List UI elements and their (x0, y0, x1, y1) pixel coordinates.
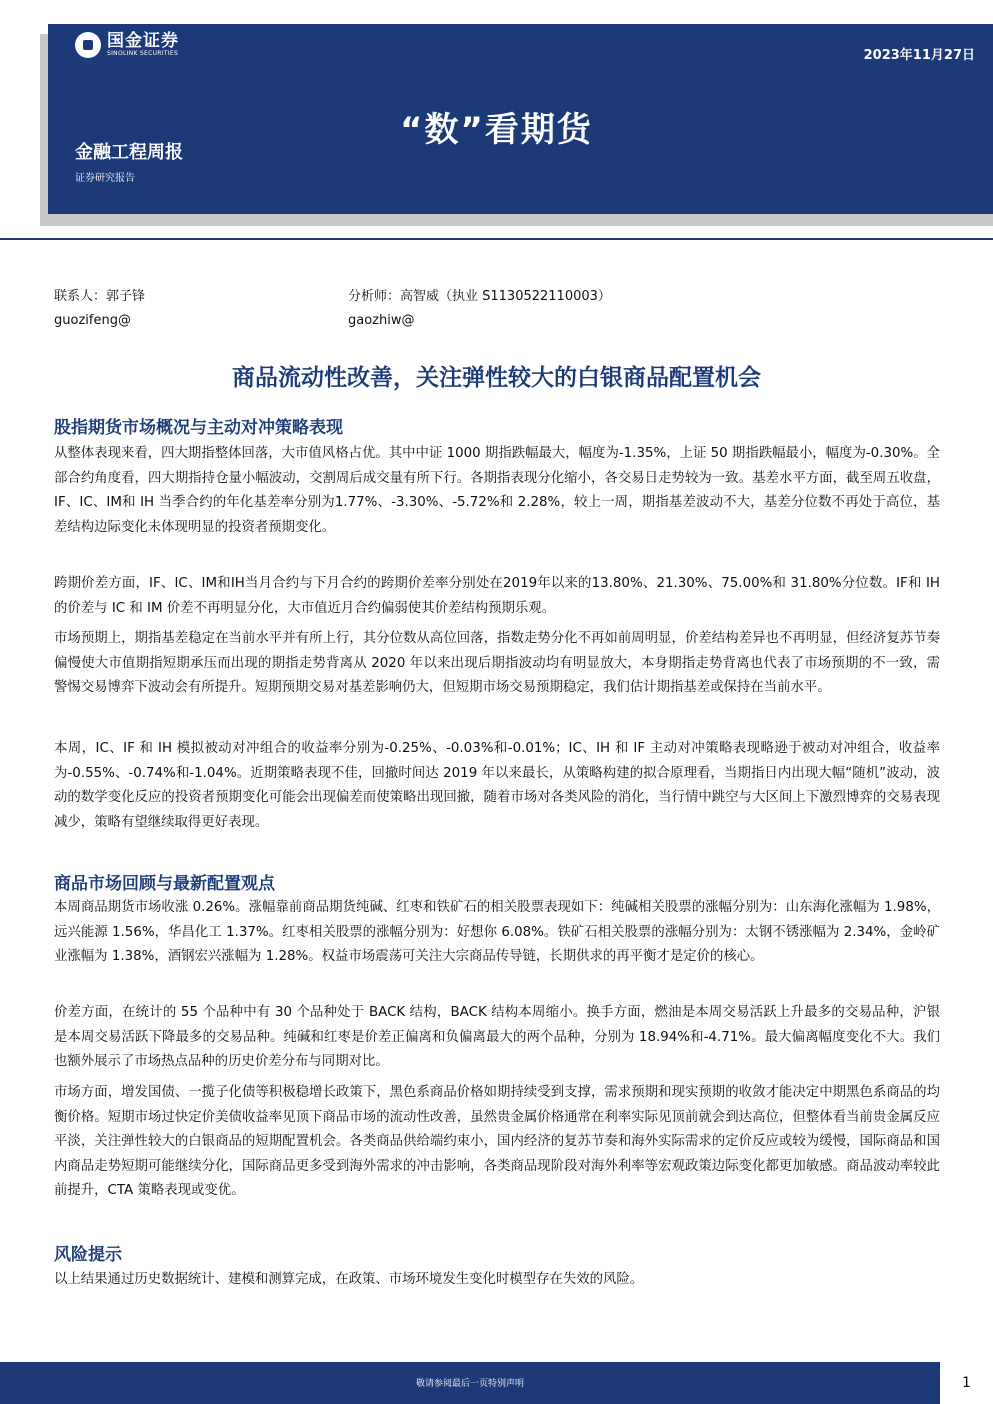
logo-name-en: SINOLINK SECURITIES (107, 50, 179, 57)
company-logo (75, 32, 179, 58)
paragraph: 跨期价差方面，IF、IC、IM和IH当月合约与下月合约的跨期价差率分别处在2019年以来的13.80%、21.30%、75.00%和 31.80%分位数。IF和 IH 的价差与 IC 和 IM 价差不再明显分化，大市值近月合约偏弱使其价差结构预期乐观。 (54, 576, 940, 616)
paragraph: 从整体表现来看，四大期指整体回落，大市值风格占优。其中中证 1000 期指跌幅最大，幅度为-1.35%，上证 50 期指跌幅最小，幅度为-0.30%。全部合约角度看，四大期指持仓量小幅波动，交割周后成交量有所下行。各期指表现分化缩小，各交易日走势较为一致。基差水平方面，截至周五收盘，IF、IC、IM和 IH 当季合约的年化基差率分别为1.77%、-3.30%、-5.72%和 2.28%，较上一周，期指基差波动不大，基差分位数不再处于高位，基差结构边际变化未体现明显的投资者预期变化。 (54, 446, 940, 535)
report-type: 金融工程周报 (75, 142, 183, 163)
analyst-name: 分析师：高智威（执业 S1130522110003） (348, 289, 611, 304)
paragraph: 以上结果通过历史数据统计、建模和测算完成，在政策、市场环境发生变化时模型存在失效的风险。 (54, 1272, 644, 1287)
contact-email: guozifeng@ (54, 313, 131, 328)
contact-person: 联系人：郭子锋 (54, 289, 146, 304)
logo-name-cn: 国金证券 (107, 31, 179, 51)
report-title: “数”看期货 (400, 110, 593, 150)
paragraph: 本周，IC、IF 和 IH 模拟被动对冲组合的收益率分别为-0.25%、-0.03%和-0.01%；IC、IH 和 IF 主动对冲策略表现略逊于被动对冲组合，收益率为-0.55%、-0.74%和-1.04%。近期策略表现不佳，回撤时间达 2019 年以来最长，从策略构建的拟合原理看，当期指日内出现大幅“随机”波动，波动的数学变化反应的投资者预期变化可能会出现偏差而使策略出现回撤，随着市场对各类风险的消化，当行情中跳空与大区间上下激烈博弈的交易表现减少，策略有望继续取得更好表现。 (54, 741, 940, 830)
section-title-futures: 股指期货市场概况与主动对冲策略表现 (54, 418, 343, 438)
main-heading: 商品流动性改善，关注弹性较大的白银商品配置机会 (232, 365, 761, 391)
paragraph: 价差方面，在统计的 55 个品种中有 30 个品种处于 BACK 结构，BACK 结构本周缩小。换手方面，燃油是本周交易活跃上升最多的交易品种，沪银是本周交易活跃下降最多的交易品种。纯碱和红枣是价差正偏离和负偏离最大的两个品种，分别为 18.94%和-4.71%。最大偏离幅度变化不大。我们也额外展示了市场热点品种的历史价差分布与同期对比。 (54, 1005, 940, 1070)
report-date: 2023年11月27日 (863, 48, 975, 63)
footer-notice: 敬请参阅最后一页特别声明 (415, 1379, 524, 1389)
paragraph: 市场预期上，期指基差稳定在当前水平并有所上行，其分位数从高位回落，指数走势分化不再如前周明显，价差结构差异也不再明显，但经济复苏节奏偏慢使大市值期指短期承压而出现的期指走势背离从 2020 年以来出现后期指波动均有明显放大，本身期指走势背离也代表了市场预期的不一致，需警惕交易博弈下波动会有所提升。短期预期交易对基差影响仍大，但短期市场交易预期稳定，我们估计期指基差或保持在当前水平。 (54, 631, 940, 696)
report-subtitle: 证券研究报告 (75, 173, 135, 184)
header-divider (0, 238, 993, 240)
page-number: 1 (962, 1375, 971, 1391)
analyst-email: gaozhiw@ (348, 313, 415, 328)
section-title-risk: 风险提示 (54, 1245, 122, 1265)
paragraph: 市场方面，增发国债、一揽子化债等积极稳增长政策下，黑色系商品价格如期持续受到支撑，需求预期和现实预期的收敛才能决定中期黑色系商品的均衡价格。短期市场过快定价美债收益率见顶下商品市场的流动性改善，虽然贵金属价格通常在利率实际见顶前就会到达高位，但整体看当前贵金属反应平淡，关注弹性较大的白银商品的短期配置机会。各类商品供给端约束小，国内经济的复苏节奏和海外实际需求的定价反应或较为缓慢，国际商品和国内商品走势短期可能继续分化，国际商品更多受到海外需求的冲击影响，各类商品现阶段对海外利率等宏观政策边际变化都更加敏感。商品波动率较此前提升，CTA 策略表现或变优。 (54, 1085, 940, 1199)
paragraph: 本周商品期货市场收涨 0.26%。涨幅靠前商品期货纯碱、红枣和铁矿石的相关股票表现如下：纯碱相关股票的涨幅分别为：山东海化涨幅为 1.98%，远兴能源 1.56%，华昌化工 1.37%。红枣相关股票的涨幅分别为：好想你 6.08%。铁矿石相关股票的涨幅分别为：太钢不锈涨幅为 2.34%，金岭矿业涨幅为 1.38%，酒钢宏兴涨幅为 1.28%。权益市场震荡可关注大宗商品传导链，长期供求的再平衡才是定价的核心。 (54, 900, 940, 965)
section-title-commodities: 商品市场回顾与最新配置观点 (54, 874, 275, 894)
logo-icon (75, 32, 101, 58)
